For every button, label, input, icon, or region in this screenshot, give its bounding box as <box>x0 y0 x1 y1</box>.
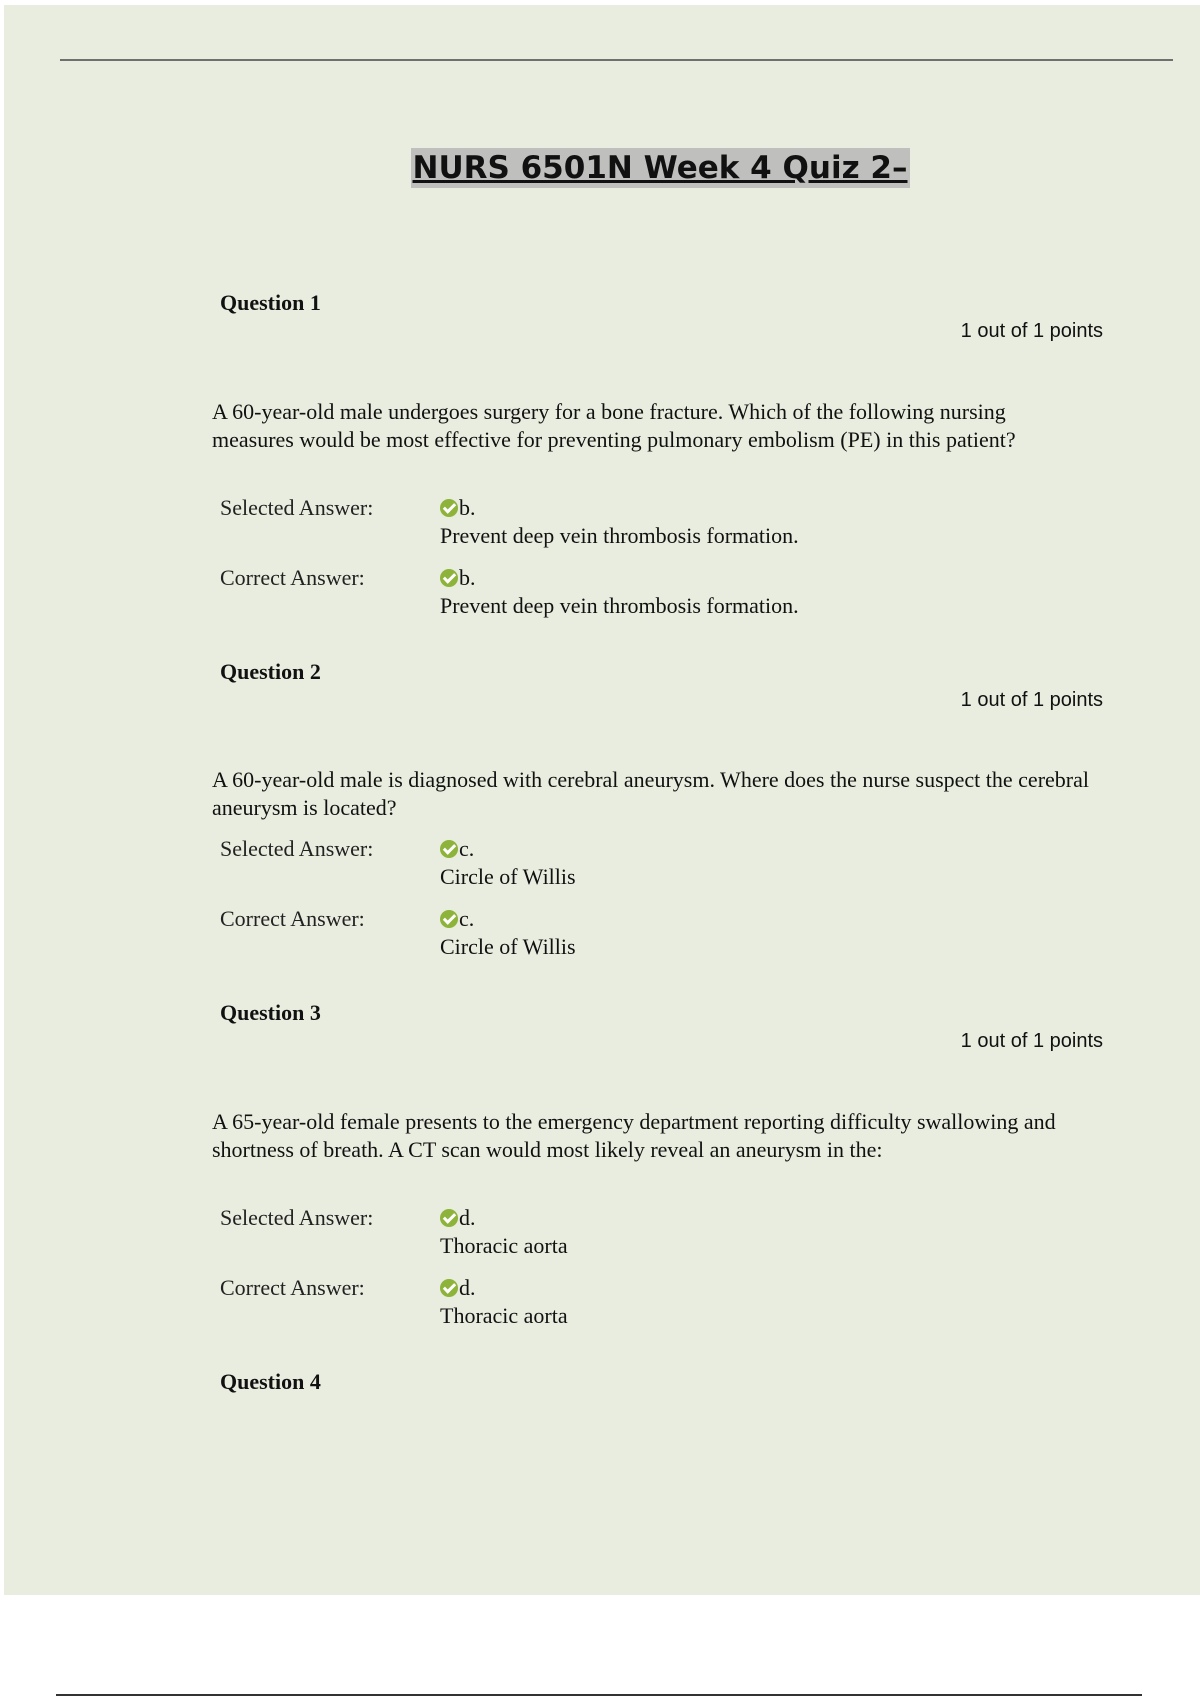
question-3-heading: Question 3 <box>220 1000 321 1025</box>
question-1-selected-text: Prevent deep vein thrombosis formation. <box>440 523 799 548</box>
question-2-selected-letter: c. <box>459 836 475 861</box>
check-circle-icon <box>440 1209 458 1227</box>
question-1-correct-text: Prevent deep vein thrombosis formation. <box>440 593 799 618</box>
question-3-points: 1 out of 1 points <box>960 1030 1103 1052</box>
question-1-correct-label: Correct Answer: <box>220 565 365 590</box>
question-4-heading: Question 4 <box>220 1369 321 1394</box>
check-circle-icon <box>440 1279 458 1297</box>
question-3-text: A 65-year-old female presents to the emergency department reporting difficulty swallowing and shortness of breath. A CT scan would most likely reveal an aneurysm in the: <box>212 1109 1056 1162</box>
question-1-selected-letter: b. <box>459 495 476 520</box>
question-3-correct-text: Thoracic aorta <box>440 1303 568 1328</box>
title-container <box>0 148 1200 188</box>
question-3-selected-letter: d. <box>459 1205 476 1230</box>
question-2-correct-text: Circle of Willis <box>440 934 576 959</box>
bottom-divider <box>56 1694 1142 1696</box>
question-2-points: 1 out of 1 points <box>960 689 1103 711</box>
question-1-correct-answer <box>440 564 799 620</box>
check-circle-icon <box>440 569 458 587</box>
question-3-correct-label: Correct Answer: <box>220 1275 365 1300</box>
question-2-correct-label: Correct Answer: <box>220 906 365 931</box>
question-1-selected-label: Selected Answer: <box>220 495 374 520</box>
question-2-selected-answer <box>440 835 576 891</box>
question-1-correct-letter: b. <box>459 565 476 590</box>
question-3-correct-letter: d. <box>459 1275 476 1300</box>
question-1-selected-answer <box>440 494 799 550</box>
question-2-text: A 60-year-old male is diagnosed with cerebral aneurysm. Where does the nurse suspect the cerebral aneurysm is located? <box>212 767 1089 820</box>
check-circle-icon <box>440 499 458 517</box>
check-circle-icon <box>440 910 458 928</box>
question-3-selected-label: Selected Answer: <box>220 1205 374 1230</box>
question-2-selected-text: Circle of Willis <box>440 864 576 889</box>
top-divider <box>60 59 1173 61</box>
check-circle-icon <box>440 840 458 858</box>
question-2-correct-letter: c. <box>459 906 475 931</box>
question-2-heading: Question 2 <box>220 659 321 684</box>
question-2-selected-label: Selected Answer: <box>220 836 374 861</box>
question-3-selected-text: Thoracic aorta <box>440 1233 568 1258</box>
question-3-correct-answer <box>440 1274 568 1330</box>
question-1-points: 1 out of 1 points <box>960 320 1103 342</box>
question-3-selected-answer <box>440 1204 568 1260</box>
question-2-correct-answer <box>440 905 576 961</box>
question-1-heading: Question 1 <box>220 290 321 315</box>
question-1-text: A 60-year-old male undergoes surgery for a bone fracture. Which of the following nursing measures would be most effective for preventing pulmonary embolism (PE) in this patient? <box>212 399 1016 452</box>
page-title: NURS 6501N Week 4 Quiz 2– <box>412 150 908 186</box>
